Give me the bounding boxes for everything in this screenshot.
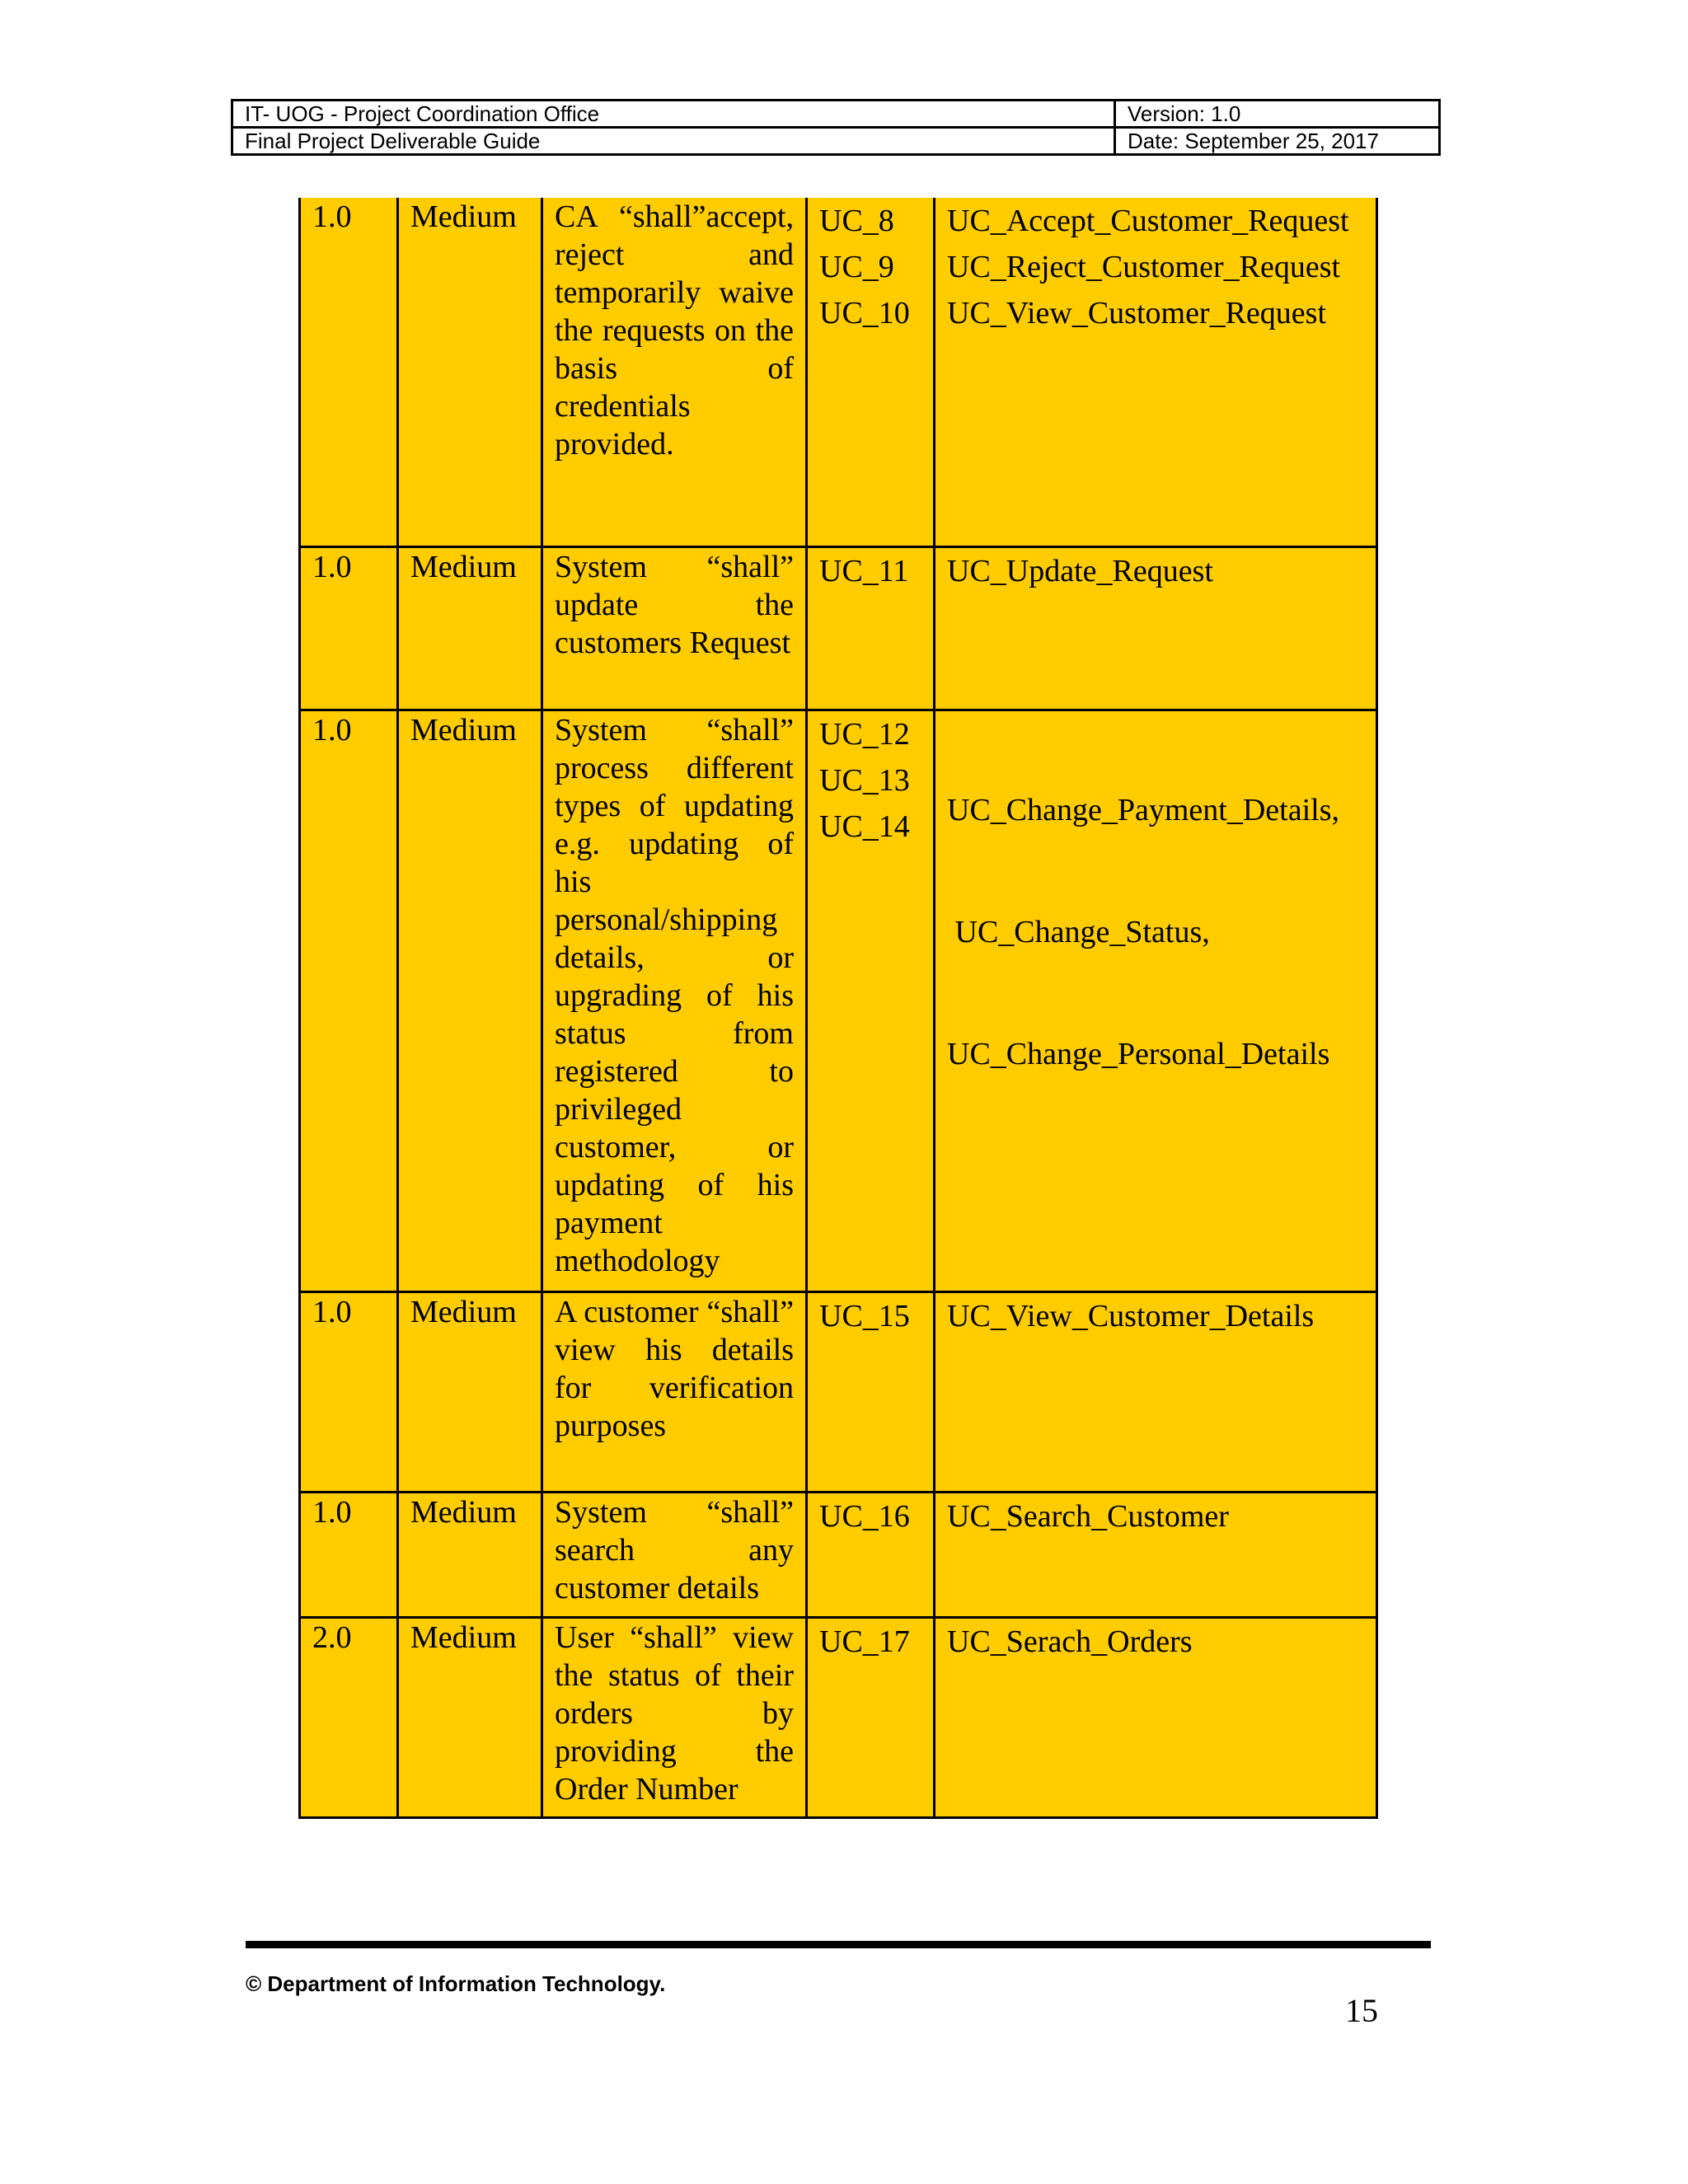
usecase-id: UC_13 xyxy=(819,762,910,798)
usecase-name: UC_Serach_Orders xyxy=(947,1624,1193,1659)
version-cell: 1.0 xyxy=(300,1492,398,1617)
header-guide: Final Project Deliverable Guide xyxy=(232,128,1115,155)
usecase-name: UC_Update_Request xyxy=(947,553,1213,588)
usecase-id-cell xyxy=(807,198,935,546)
usecase-id-cell xyxy=(807,1492,935,1617)
page-number: 15 xyxy=(1345,1992,1378,2029)
priority-cell: Medium xyxy=(398,198,542,546)
table-row xyxy=(300,546,1377,710)
header-row-1 xyxy=(232,101,1440,128)
description-cell: System “shall” update the customers Request xyxy=(542,546,807,710)
usecase-name: UC_Search_Customer xyxy=(947,1498,1229,1534)
version-cell: 1.0 xyxy=(300,546,398,710)
table-row xyxy=(300,1291,1377,1492)
usecase-name-cell xyxy=(935,710,1377,1291)
description-cell: System “shall” process different types of updating e.g. updating of his personal/shipping details, or upgrading of his status from registered to privileged customer, or updating of his payment methodology xyxy=(542,710,807,1291)
footer-rule xyxy=(246,1941,1431,1948)
table-row xyxy=(300,1492,1377,1617)
usecase-id-cell xyxy=(807,546,935,710)
usecase-id: UC_17 xyxy=(819,1624,910,1659)
usecase-id: UC_15 xyxy=(819,1298,910,1333)
footer-copyright: © Department of Information Technology. xyxy=(246,1971,666,1996)
usecase-id-cell xyxy=(807,1617,935,1817)
usecase-id: UC_12 xyxy=(819,716,910,752)
usecase-name: UC_View_Customer_Details xyxy=(947,1298,1315,1333)
header-date: Date: September 25, 2017 xyxy=(1115,128,1440,155)
usecase-id: UC_10 xyxy=(819,296,910,330)
version-cell: 2.0 xyxy=(300,1617,398,1817)
document-header xyxy=(231,99,1441,156)
usecase-name: UC_Change_Personal_Details xyxy=(947,1036,1330,1071)
usecase-id: UC_9 xyxy=(819,250,894,284)
usecase-id-cell xyxy=(807,710,935,1291)
requirements-table-body xyxy=(300,198,1377,1817)
priority-cell: Medium xyxy=(398,710,542,1291)
usecase-name-cell xyxy=(935,1617,1377,1817)
usecase-name: UC_Reject_Customer_Request xyxy=(947,250,1341,284)
table-row xyxy=(300,1617,1377,1817)
usecase-id-cell xyxy=(807,1291,935,1492)
description-cell: User “shall” view the status of their orders by providing the Order Number xyxy=(542,1617,807,1817)
usecase-name-cell xyxy=(935,546,1377,710)
description-cell: CA “shall”accept, reject and temporarily waive the requests on the basis of credentials provided. xyxy=(542,198,807,546)
table-row xyxy=(300,198,1377,546)
priority-cell: Medium xyxy=(398,1617,542,1817)
usecase-id: UC_16 xyxy=(819,1498,910,1534)
description-cell: A customer “shall” view his details for verification purposes xyxy=(542,1291,807,1492)
header-version: Version: 1.0 xyxy=(1115,101,1440,128)
version-cell: 1.0 xyxy=(300,710,398,1291)
version-cell: 1.0 xyxy=(300,1291,398,1492)
usecase-id: UC_11 xyxy=(819,553,909,588)
usecase-name: UC_Change_Status, xyxy=(947,914,1210,949)
priority-cell: Medium xyxy=(398,1492,542,1617)
usecase-name: UC_View_Customer_Request xyxy=(947,296,1327,330)
usecase-name-cell xyxy=(935,1291,1377,1492)
usecase-name-cell xyxy=(935,198,1377,546)
priority-cell: Medium xyxy=(398,1291,542,1492)
usecase-name: UC_Accept_Customer_Request xyxy=(947,204,1349,238)
header-row-2 xyxy=(232,128,1440,155)
priority-cell: Medium xyxy=(398,546,542,710)
description-cell: System “shall” search any customer details xyxy=(542,1492,807,1617)
usecase-name: UC_Change_Payment_Details, xyxy=(947,792,1339,827)
table-row xyxy=(300,710,1377,1291)
usecase-id: UC_14 xyxy=(819,808,910,844)
requirements-table xyxy=(298,198,1378,1819)
usecase-id: UC_8 xyxy=(819,204,894,238)
version-cell: 1.0 xyxy=(300,198,398,546)
usecase-name-cell xyxy=(935,1492,1377,1617)
header-office: IT- UOG - Project Coordination Office xyxy=(232,101,1115,128)
